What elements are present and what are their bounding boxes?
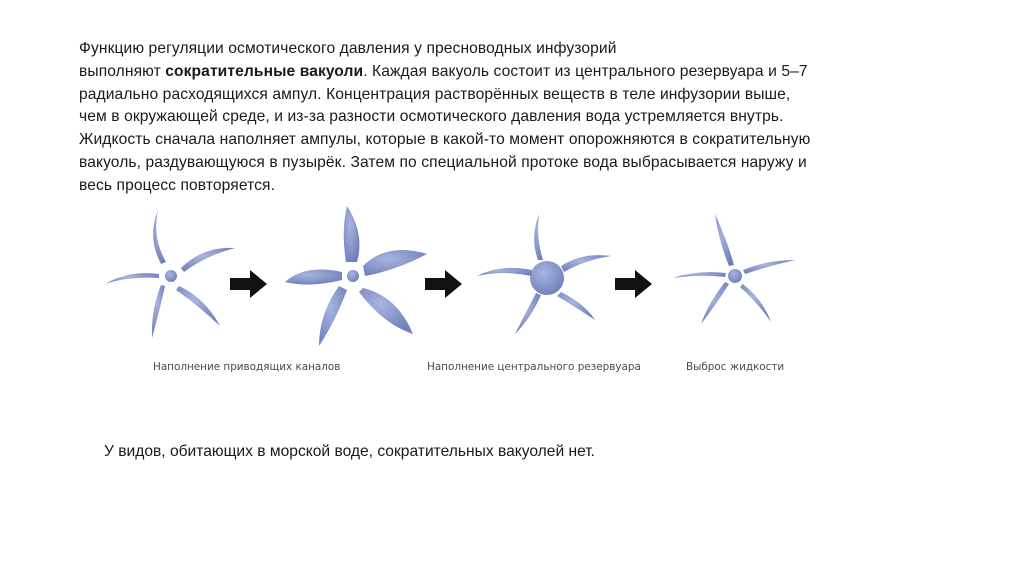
vacuole-diagram bbox=[95, 198, 815, 353]
bold-term: сократительные вакуоли bbox=[165, 62, 364, 80]
arrow-right-icon bbox=[615, 270, 652, 298]
arrow-right-icon bbox=[230, 270, 267, 298]
body-paragraph bbox=[79, 38, 984, 175]
caption-stage-3: Выброс жидкости bbox=[686, 361, 785, 373]
stage-3-vacuole bbox=[477, 214, 611, 334]
stage-1-vacuole bbox=[105, 210, 235, 338]
caption-stage-1: Наполнение приводящих каналов bbox=[153, 361, 341, 373]
paragraph-line-2-end: . Каждая вакуоль состоит из центрального резервуара и 5–7 bbox=[363, 62, 808, 80]
paragraph-line-7: весь процесс повторяется. bbox=[79, 176, 276, 194]
paragraph-line-2-start: выполняют bbox=[79, 62, 166, 80]
stage-2-vacuole bbox=[285, 206, 427, 346]
paragraph-line-6: вакуоль, раздувающуюся в пузырёк. Затем по специальной протоке вода выбрасывается наружу и bbox=[79, 153, 807, 171]
paragraph-line-4: чем в окружающей среде, и из-за разности осмотического давления вода устремляется внутрь. bbox=[79, 108, 784, 126]
clipped-line-container bbox=[70, 176, 990, 195]
stage-4-vacuole bbox=[673, 214, 795, 324]
paragraph-line-2 bbox=[79, 61, 984, 84]
caption-stage-2: Наполнение центрального резервуара bbox=[427, 361, 641, 373]
marine-species-note: У видов, обитающих в морской воде, сократительных вакуолей нет. bbox=[104, 443, 595, 460]
paragraph-line-1: Функцию регуляции осмотического давления у пресноводных инфузорий bbox=[79, 40, 617, 57]
paragraph-line-5: Жидкость сначала наполняет ампулы, которые в какой-то момент опорожняются в сократительную bbox=[79, 131, 811, 149]
paragraph-line-3: радиально расходящихся ампул. Концентрация растворённых веществ в теле инфузории выше, bbox=[79, 85, 791, 103]
arrow-right-icon bbox=[425, 270, 462, 298]
